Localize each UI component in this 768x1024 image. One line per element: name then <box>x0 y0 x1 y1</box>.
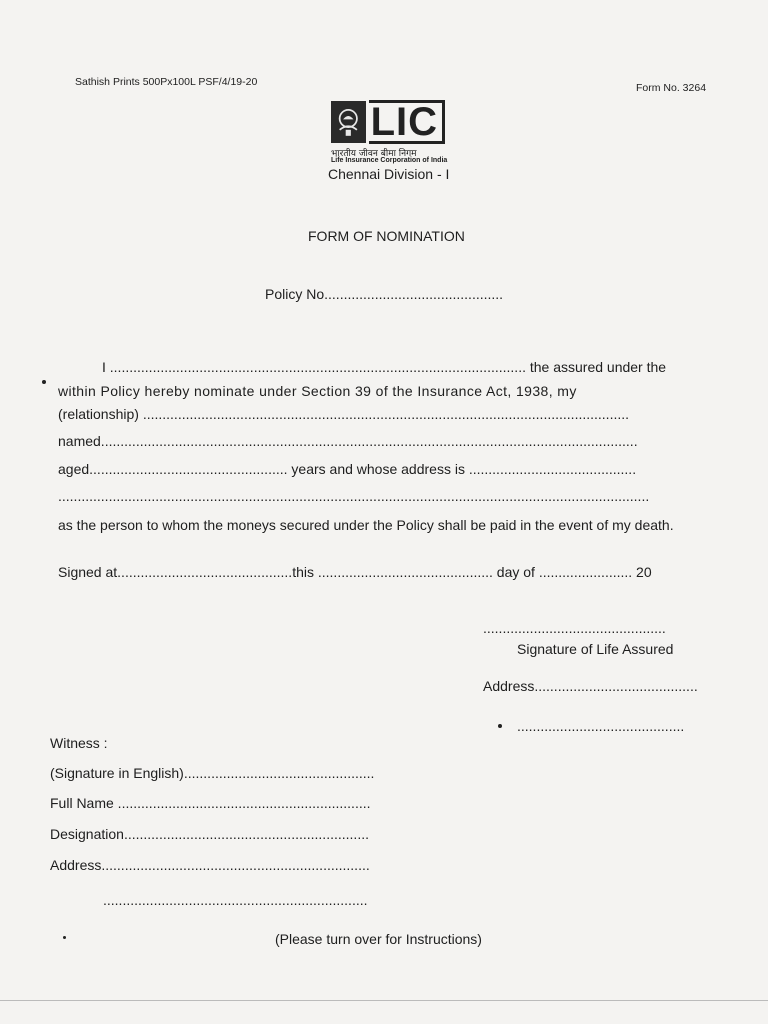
witness-heading: Witness : <box>50 735 108 751</box>
form-title: FORM OF NOMINATION <box>308 228 465 244</box>
nomination-line-1: I ........................................................................................................... the assured under the <box>102 359 667 375</box>
witness-designation-field: Designation............................................................... <box>50 826 369 842</box>
assured-address-field: Address.......................................... <box>483 678 698 694</box>
lic-english-name: Life Insurance Corporation of India <box>331 157 448 164</box>
nomination-statement: as the person to whom the moneys secured under the Policy shall be paid in the event of my death. <box>58 517 674 533</box>
bullet-mark-address <box>498 724 502 728</box>
nominee-name-field: named.......................................................................................................................................... <box>58 433 638 449</box>
nominee-address-continued: ........................................................................................................................................................ <box>58 488 650 504</box>
lic-logo <box>331 100 445 144</box>
lic-wordmark: LIC <box>369 100 445 144</box>
lic-emblem-icon <box>331 101 366 143</box>
witness-signature-field: (Signature in English)................................................. <box>50 765 375 781</box>
witness-full-name-field: Full Name ................................................................. <box>50 795 371 811</box>
signature-label: Signature of Life Assured <box>517 641 674 657</box>
bullet-mark <box>42 380 46 384</box>
assured-address-continued: ........................................... <box>517 718 685 734</box>
policy-no-field: Policy No.............................................. <box>265 286 504 302</box>
page-edge-divider <box>0 1000 768 1001</box>
nominee-age-address-field: aged................................................... years and whose address is ........................................... <box>58 461 637 477</box>
relationship-field: (relationship) ............................................................................................................................. <box>58 406 630 422</box>
signature-line: ............................................... <box>483 620 666 636</box>
form-number: Form No. 3264 <box>636 82 707 94</box>
printer-info: Sathish Prints 500Px100L PSF/4/19-20 <box>75 76 258 88</box>
witness-address-field: Address..................................................................... <box>50 857 370 873</box>
nomination-line-2: within Policy hereby nominate under Section 39 of the Insurance Act, 1938, my <box>58 383 577 399</box>
signed-at-field: Signed at.............................................this ............................................. day of ........................ 20 <box>58 564 652 580</box>
division-name: Chennai Division - I <box>328 166 450 182</box>
lic-hindi-name: भारतीय जीवन बीमा निगम <box>331 149 417 159</box>
bullet-mark-footer <box>63 936 66 939</box>
witness-address-continued: .................................................................... <box>103 892 368 908</box>
turn-over-note: (Please turn over for Instructions) <box>275 931 482 947</box>
